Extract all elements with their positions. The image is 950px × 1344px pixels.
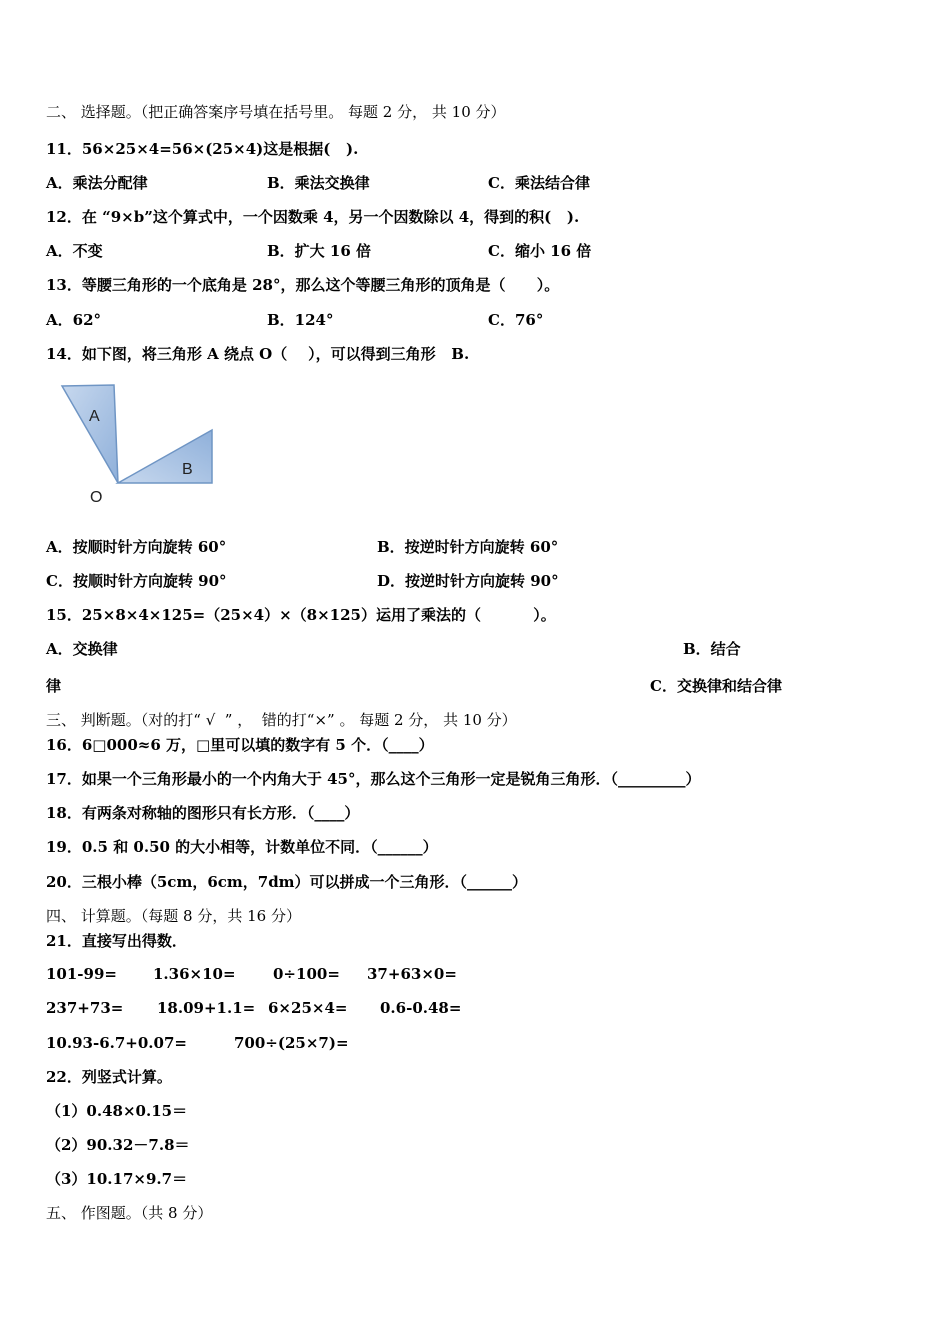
calc-2: 1.36×10=: [153, 965, 236, 983]
q22-item-1: （1）0.48×0.15＝: [46, 1102, 188, 1120]
q11-stem: 11．56×25×4=56×(25×4)这是根据( ).: [46, 140, 359, 158]
q17: 17．如果一个三角形最小的一个内角大于 45°，那么这个三角形一定是锐角三角形．（_________）: [46, 770, 701, 788]
q14-option-b[interactable]: B．按逆时针方向旋转 60°: [377, 538, 559, 556]
q14-option-c[interactable]: C．按顺时针方向旋转 90°: [46, 572, 227, 590]
label-b: B: [182, 461, 193, 478]
q16: 16．6□000≈6 万，□里可以填的数字有 5 个．（____）: [46, 736, 434, 754]
rotation-figure: [55, 380, 225, 510]
section-2-heading: 二、 选择题。（把正确答案序号填在括号里。 每题 2 分， 共 10 分）: [46, 103, 506, 121]
q13-option-b[interactable]: B．124°: [267, 311, 334, 329]
q18: 18．有两条对称轴的图形只有长方形．（____）: [46, 804, 360, 822]
q20: 20．三根小棒（5cm，6cm，7dm）可以拼成一个三角形．（______）: [46, 873, 528, 891]
triangle-a: [62, 385, 118, 483]
q19: 19．0.5 和 0.50 的大小相等，计数单位不同．（______）: [46, 838, 438, 856]
section-5-heading: 五、 作图题。（共 8 分）: [46, 1204, 213, 1222]
q15-option-b[interactable]: B．结合: [683, 640, 741, 658]
q12-stem: 12．在 “9×b”这个算式中，一个因数乘 4，另一个因数除以 4，得到的积( ).: [46, 208, 580, 226]
calc-8: 0.6-0.48=: [380, 999, 462, 1017]
q13-stem: 13．等腰三角形的一个底角是 28°，那么这个等腰三角形的顶角是（ ）。: [46, 276, 560, 294]
q15-stem: 15．25×8×4×125=（25×4）×（8×125）运用了乘法的（ ）。: [46, 606, 556, 624]
q14-option-a[interactable]: A．按顺时针方向旋转 60°: [46, 538, 227, 556]
q12-option-b[interactable]: B．扩大 16 倍: [267, 242, 371, 260]
q13-option-a[interactable]: A．62°: [46, 311, 102, 329]
q11-option-a[interactable]: A．乘法分配律: [46, 174, 148, 192]
calc-1: 101-99=: [46, 965, 117, 983]
q15-option-b-wrap: 律: [46, 677, 62, 695]
q12-option-a[interactable]: A．不变: [46, 242, 103, 260]
triangle-b: [118, 430, 212, 483]
calc-3: 0÷100=: [273, 965, 340, 983]
q13-option-c[interactable]: C．76°: [488, 311, 544, 329]
calc-9: 10.93-6.7+0.07=: [46, 1034, 187, 1052]
section-4-heading: 四、 计算题。（每题 8 分，共 16 分）: [46, 907, 301, 925]
q14-stem: 14．如下图，将三角形 A 绕点 O（ ），可以得到三角形 B.: [46, 345, 470, 363]
q22-item-3: （3）10.17×9.7＝: [46, 1170, 188, 1188]
label-a: A: [89, 408, 100, 425]
section-3-heading: 三、 判断题。（对的打“ √ ” ， 错的打“×” 。 每题 2 分， 共 10 分）: [46, 711, 517, 729]
q22-item-2: （2）90.32－7.8＝: [46, 1136, 190, 1154]
q14-option-d[interactable]: D．按逆时针方向旋转 90°: [377, 572, 559, 590]
calc-5: 237+73=: [46, 999, 124, 1017]
q15-option-a[interactable]: A．交换律: [46, 640, 118, 658]
q11-option-b[interactable]: B．乘法交换律: [267, 174, 370, 192]
label-o: O: [90, 489, 103, 506]
q11-option-c[interactable]: C．乘法结合律: [488, 174, 590, 192]
q21-stem: 21．直接写出得数．: [46, 932, 187, 950]
calc-10: 700÷(25×7)=: [234, 1034, 349, 1052]
q22-stem: 22．列竖式计算。: [46, 1068, 172, 1086]
q15-option-c[interactable]: C．交换律和结合律: [650, 677, 782, 695]
calc-4: 37+63×0=: [367, 965, 457, 983]
calc-7: 6×25×4=: [268, 999, 348, 1017]
q12-option-c[interactable]: C．缩小 16 倍: [488, 242, 592, 260]
calc-6: 18.09+1.1=: [157, 999, 256, 1017]
